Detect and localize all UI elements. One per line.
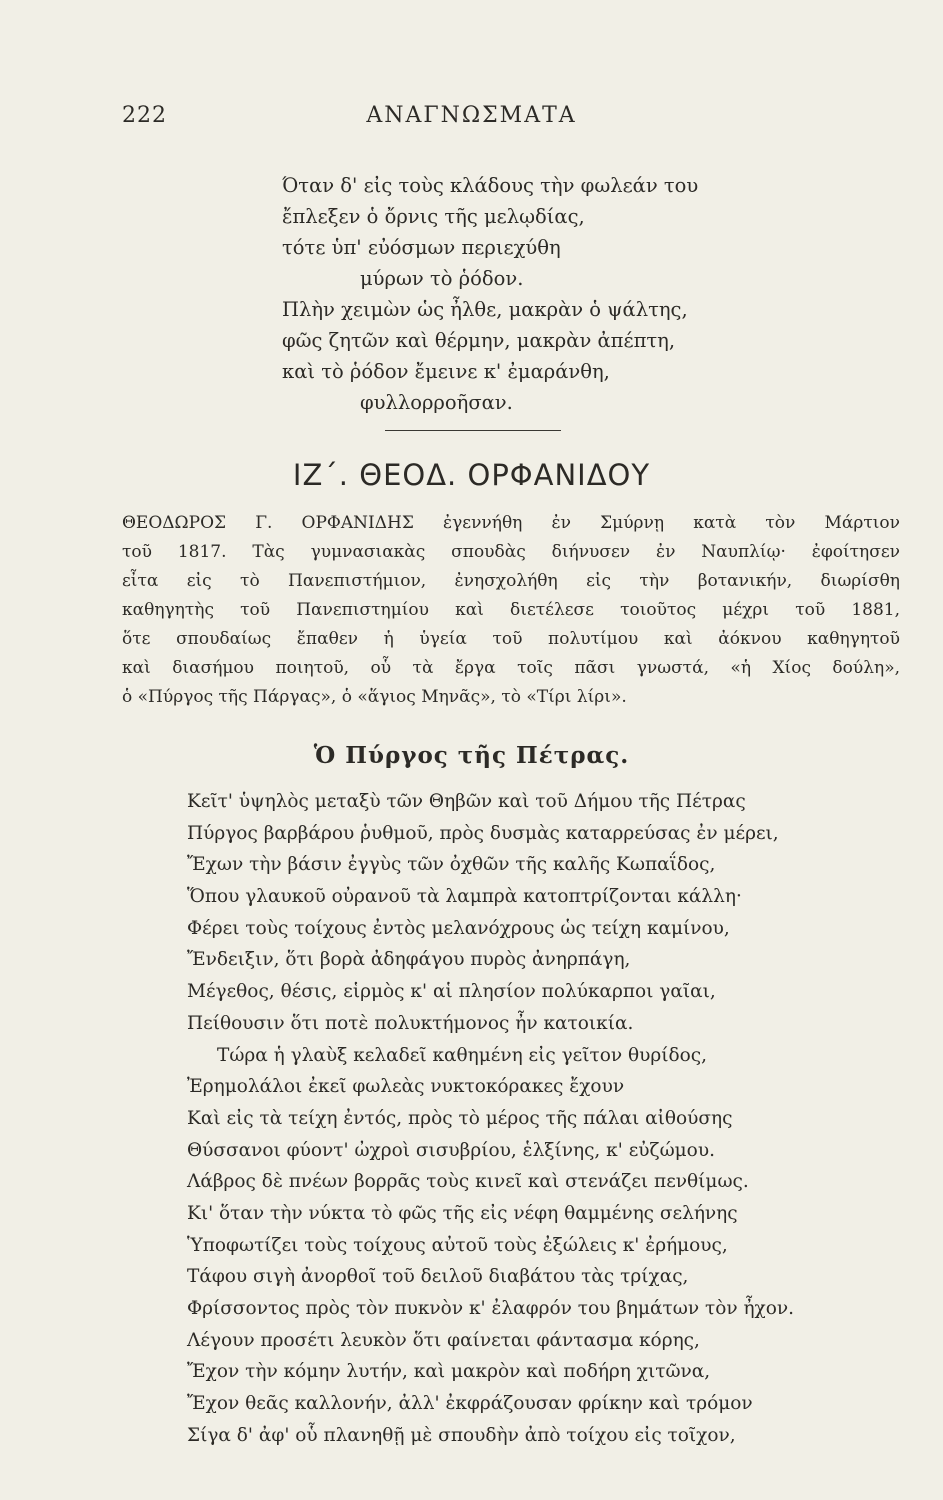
running-title: ΑΝΑΓΝΩΣΜΑΤΑ: [366, 103, 577, 128]
verse-line: Ἔχον θεᾶς καλλονήν, ἀλλ' ἐκφράζουσαν φρίκην καὶ τρόμον: [187, 1393, 753, 1415]
verse-line: Πλὴν χειμὼν ὡς ἦλθε, μακρὰν ὁ ψάλτης,: [282, 298, 688, 321]
verse-line: Τώρα ἡ γλαὺξ κελαδεῖ καθημένη εἰς γεῖτον θυρίδος,: [217, 1044, 708, 1066]
poem-continuation: [282, 170, 842, 418]
verse-line: Φέρει τοὺς τοίχους ἐντὸς μελανόχρους ὡς τείχη καμίνου,: [187, 917, 730, 939]
verse-line: Ἔνδειξιν, ὅτι βορὰ ἀδηφάγου πυρὸς ἀνηρπάγη,: [187, 949, 631, 971]
verse-line: Ἔχον τὴν κόμην λυτήν, καὶ μακρὸν καὶ ποδήρη χιτῶνα,: [187, 1361, 711, 1383]
bio-line: καὶ διασήμου ποιητοῦ, οὗ τὰ ἔργα τοῖς πᾶσι γνωστά, «ἡ Χίος δούλη»,: [122, 658, 900, 678]
verse-line: Φρίσσοντος πρὸς τὸν πυκνὸν κ' ἐλαφρόν του βημάτων τὸν ἦχον.: [187, 1298, 795, 1319]
page-number: 222: [122, 103, 167, 128]
bio-line: ΘΕΟΔΩΡΟΣ Γ. ΟΡΦΑΝΙΔΗΣ ἐγεννήθη ἐν Σμύρνῃ κατὰ τὸν Μάρτιον: [122, 513, 900, 533]
verse-line: Κι' ὅταν τὴν νύκτα τὸ φῶς τῆς εἰς νέφη θαμμένης σελήνης: [187, 1202, 738, 1224]
verse-line: φυλλορροῆσαν.: [360, 391, 513, 414]
verse-line: Τάφου σιγὴ ἀνορθοῖ τοῦ δειλοῦ διαβάτου τὰς τρίχας,: [187, 1266, 689, 1288]
bio-line: ὅτε σπουδαίως ἔπαθεν ἡ ὑγεία τοῦ πολυτίμου καὶ ἀόκνου καθηγητοῦ: [122, 629, 900, 649]
section-divider: [385, 430, 561, 431]
author-biography: [122, 509, 900, 712]
verse-line: Θύσσανοι φύοντ' ὠχροὶ σισυβρίου, ἑλξίνης, κ' εὐζώμου.: [187, 1139, 715, 1161]
bio-line: καθηγητὴς τοῦ Πανεπιστημίου καὶ διετέλεσε τοιοῦτος μέχρι τοῦ 1881,: [122, 600, 900, 620]
verse-line: Ἐρημολάλοι ἐκεῖ φωλεὰς νυκτοκόρακες ἔχουν: [187, 1076, 625, 1098]
verse-line: μύρων τὸ ῥόδον.: [360, 267, 524, 290]
verse-line: καὶ τὸ ῥόδον ἔμεινε κ' ἐμαράνθη,: [282, 360, 610, 383]
poem-body: [187, 786, 887, 1451]
verse-line: Ὅπου γλαυκοῦ οὐρανοῦ τὰ λαμπρὰ κατοπτρίζονται κάλλη·: [187, 886, 742, 908]
verse-line: Κεῖτ' ὑψηλὸς μεταξὺ τῶν Θηβῶν καὶ τοῦ Δήμου τῆς Πέτρας: [187, 791, 746, 812]
verse-line: Λάβρος δὲ πνέων βορρᾶς τοὺς κινεῖ καὶ στενάζει πενθίμως.: [187, 1171, 749, 1193]
verse-line: τότε ὑπ' εὐόσμων περιεχύθη: [282, 236, 561, 259]
verse-line: Σίγα δ' ἀφ' οὗ πλανηθῇ μὲ σπουδὴν ἀπὸ τοίχου εἰς τοῖχον,: [187, 1424, 736, 1446]
bio-line: ὁ «Πύργος τῆς Πάργας», ὁ «ἅγιος Μηνᾶς», τὸ «Τίρι λίρι».: [122, 687, 627, 707]
verse-line: Ἔχων τὴν βάσιν ἐγγὺς τῶν ὀχθῶν τῆς καλῆς Κωπαΐδος,: [187, 854, 716, 876]
poem-title: Ὁ Πύργος τῆς Πέτρας.: [313, 742, 630, 769]
verse-line: Ὑποφωτίζει τοὺς τοίχους αὐτοῦ τοὺς ἐξώλεις κ' ἐρήμους,: [187, 1234, 728, 1256]
running-head: [0, 103, 943, 137]
verse-line: Πύργος βαρβάρου ῥυθμοῦ, πρὸς δυσμὰς καταρρεύσας ἐν μέρει,: [187, 822, 779, 844]
verse-line: Λέγουν προσέτι λευκὸν ὅτι φαίνεται φάντασμα κόρης,: [187, 1329, 700, 1351]
bio-line: εἶτα εἰς τὸ Πανεπιστήμιον, ἐνησχολήθη εἰς τὴν βοτανικήν, διωρίσθη: [122, 571, 900, 591]
verse-line: φῶς ζητῶν καὶ θέρμην, μακρὰν ἀπέπτη,: [282, 329, 676, 352]
section-heading: ΙΖ΄. ΘΕΟΔ. ΟΡΦΑΝΙΔΟΥ: [292, 458, 651, 492]
bio-line: τοῦ 1817. Τὰς γυμνασιακὰς σπουδὰς διήνυσεν ἐν Ναυπλίῳ· ἐφοίτησεν: [122, 542, 900, 562]
verse-line: Καὶ εἰς τὰ τείχη ἐντός, πρὸς τὸ μέρος τῆς πάλαι αἰθούσης: [187, 1107, 733, 1129]
verse-line: Πείθουσιν ὅτι ποτὲ πολυκτήμονος ἦν κατοικία.: [187, 1012, 634, 1034]
verse-line: Όταν δ' εἰς τοὺς κλάδους τὴν φωλεάν του: [282, 174, 699, 197]
verse-line: Μέγεθος, θέσις, εἱρμὸς κ' αἱ πλησίον πολύκαρποι γαῖαι,: [187, 981, 716, 1003]
verse-line: ἔπλεξεν ὁ ὄρνις τῆς μελῳδίας,: [282, 205, 585, 228]
